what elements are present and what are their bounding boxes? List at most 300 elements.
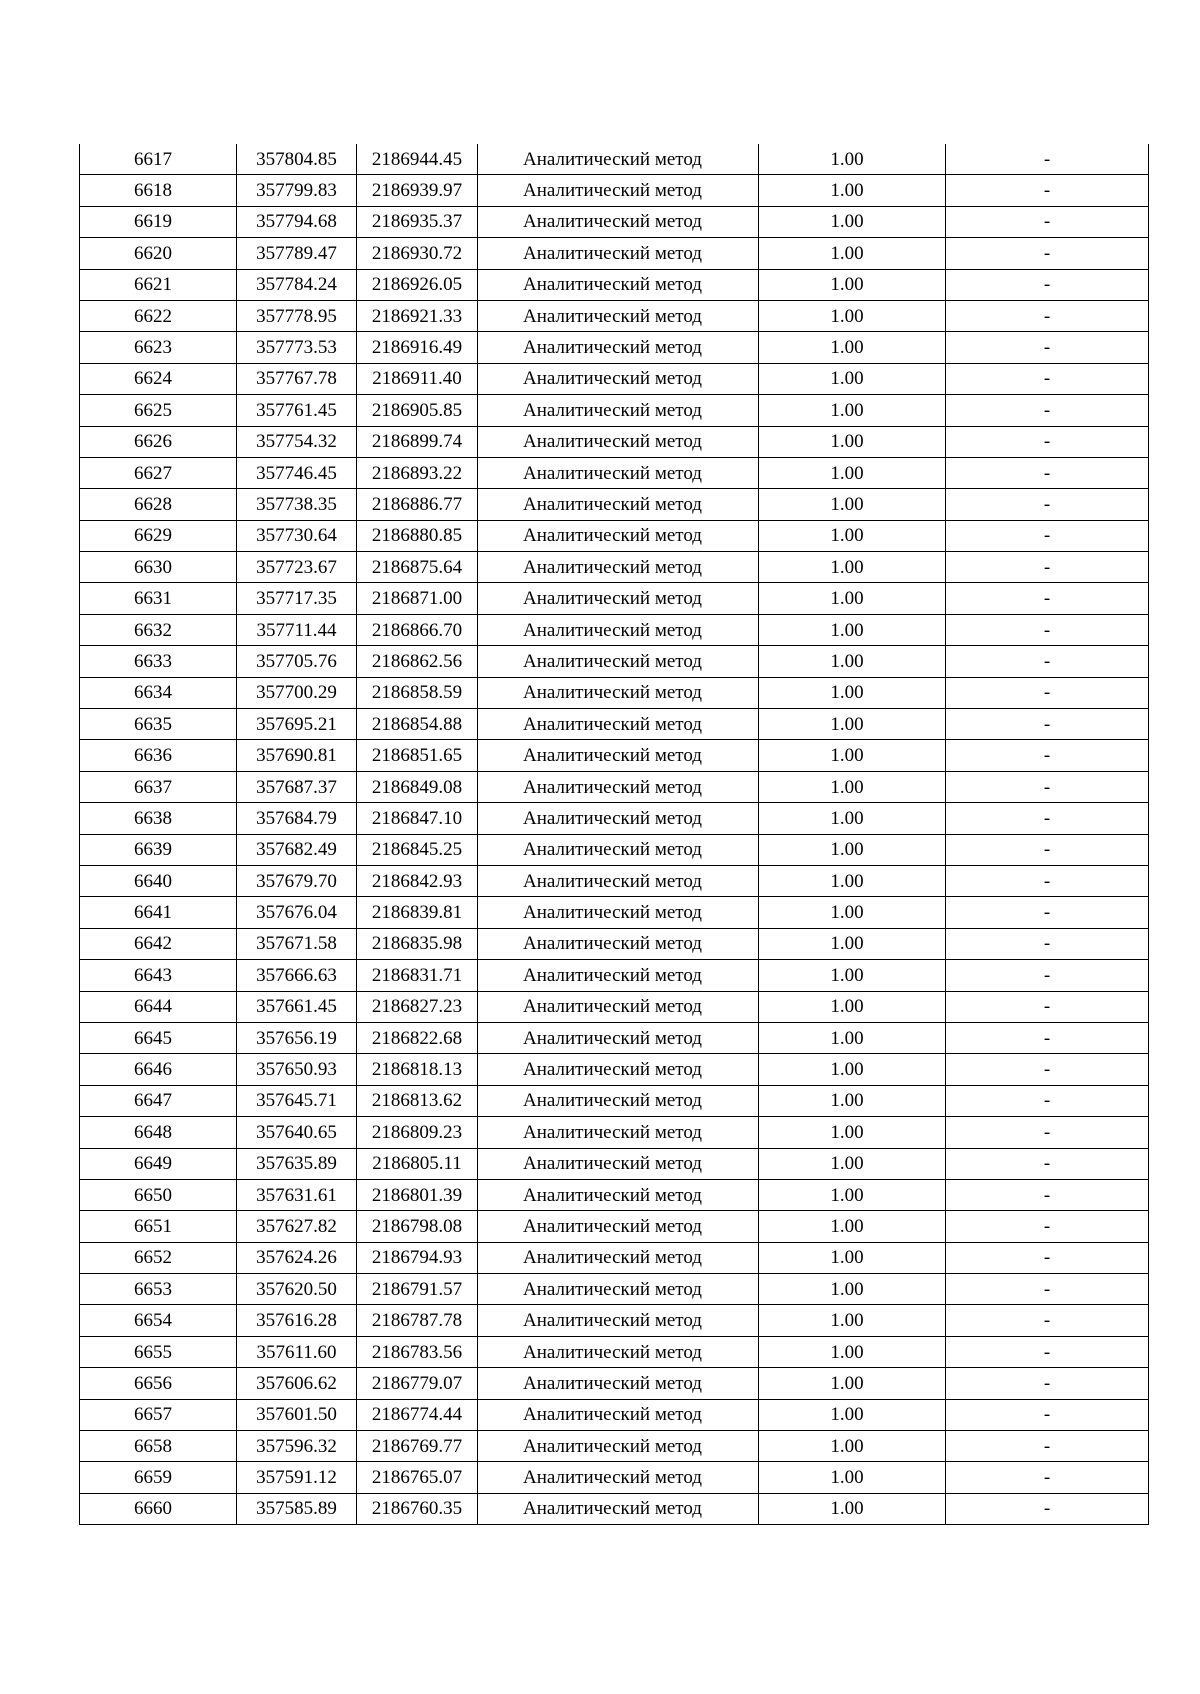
table-row [80,1085,1149,1116]
note-cell: - [946,834,1149,865]
y-coordinate-cell: 2186813.62 [357,1085,478,1116]
table-row [80,677,1149,708]
x-coordinate-cell: 357687.37 [237,771,357,802]
x-coordinate-cell: 357640.65 [237,1117,357,1148]
y-coordinate-cell: 2186862.56 [357,646,478,677]
table-row [80,928,1149,959]
y-coordinate-cell: 2186822.68 [357,1022,478,1053]
note-cell: - [946,1085,1149,1116]
point-number-cell: 6631 [80,583,237,614]
x-coordinate-cell: 357778.95 [237,300,357,331]
note-cell: - [946,614,1149,645]
note-cell: - [946,332,1149,363]
x-coordinate-cell: 357705.76 [237,646,357,677]
x-coordinate-cell: 357650.93 [237,1054,357,1085]
method-cell: Аналитический метод [478,1462,759,1493]
point-number-cell: 6623 [80,332,237,363]
table-row [80,865,1149,896]
accuracy-cell: 1.00 [759,206,946,237]
x-coordinate-cell: 357624.26 [237,1242,357,1273]
x-coordinate-cell: 357784.24 [237,269,357,300]
note-cell: - [946,928,1149,959]
point-number-cell: 6656 [80,1368,237,1399]
x-coordinate-cell: 357711.44 [237,614,357,645]
x-coordinate-cell: 357627.82 [237,1211,357,1242]
method-cell: Аналитический метод [478,1179,759,1210]
table-row [80,834,1149,865]
point-number-cell: 6628 [80,489,237,520]
note-cell: - [946,1179,1149,1210]
table-row [80,1274,1149,1305]
y-coordinate-cell: 2186880.85 [357,520,478,551]
point-number-cell: 6625 [80,395,237,426]
note-cell: - [946,709,1149,740]
method-cell: Аналитический метод [478,269,759,300]
note-cell: - [946,677,1149,708]
note-cell: - [946,646,1149,677]
note-cell: - [946,520,1149,551]
accuracy-cell: 1.00 [759,1336,946,1367]
note-cell: - [946,395,1149,426]
method-cell: Аналитический метод [478,928,759,959]
table-row [80,1148,1149,1179]
note-cell: - [946,1148,1149,1179]
method-cell: Аналитический метод [478,520,759,551]
point-number-cell: 6644 [80,991,237,1022]
point-number-cell: 6636 [80,740,237,771]
method-cell: Аналитический метод [478,395,759,426]
table-row [80,1242,1149,1273]
x-coordinate-cell: 357635.89 [237,1148,357,1179]
x-coordinate-cell: 357606.62 [237,1368,357,1399]
x-coordinate-cell: 357679.70 [237,865,357,896]
note-cell: - [946,1399,1149,1430]
point-number-cell: 6634 [80,677,237,708]
accuracy-cell: 1.00 [759,489,946,520]
accuracy-cell: 1.00 [759,1368,946,1399]
y-coordinate-cell: 2186765.07 [357,1462,478,1493]
accuracy-cell: 1.00 [759,646,946,677]
method-cell: Аналитический метод [478,865,759,896]
y-coordinate-cell: 2186847.10 [357,803,478,834]
method-cell: Аналитический метод [478,489,759,520]
x-coordinate-cell: 357671.58 [237,928,357,959]
point-number-cell: 6619 [80,206,237,237]
point-number-cell: 6655 [80,1336,237,1367]
note-cell: - [946,897,1149,928]
table-row [80,803,1149,834]
point-number-cell: 6620 [80,238,237,269]
point-number-cell: 6652 [80,1242,237,1273]
method-cell: Аналитический метод [478,834,759,865]
x-coordinate-cell: 357773.53 [237,332,357,363]
method-cell: Аналитический метод [478,363,759,394]
accuracy-cell: 1.00 [759,865,946,896]
point-number-cell: 6632 [80,614,237,645]
point-number-cell: 6637 [80,771,237,802]
y-coordinate-cell: 2186930.72 [357,238,478,269]
method-cell: Аналитический метод [478,1242,759,1273]
point-number-cell: 6622 [80,300,237,331]
note-cell: - [946,489,1149,520]
coordinates-table [79,144,1149,1525]
x-coordinate-cell: 357611.60 [237,1336,357,1367]
table-row [80,771,1149,802]
y-coordinate-cell: 2186774.44 [357,1399,478,1430]
method-cell: Аналитический метод [478,1117,759,1148]
method-cell: Аналитический метод [478,1399,759,1430]
method-cell: Аналитический метод [478,771,759,802]
point-number-cell: 6651 [80,1211,237,1242]
y-coordinate-cell: 2186794.93 [357,1242,478,1273]
y-coordinate-cell: 2186827.23 [357,991,478,1022]
method-cell: Аналитический метод [478,1274,759,1305]
table-row [80,1179,1149,1210]
note-cell: - [946,552,1149,583]
table-row [80,363,1149,394]
table-row [80,583,1149,614]
x-coordinate-cell: 357695.21 [237,709,357,740]
accuracy-cell: 1.00 [759,709,946,740]
method-cell: Аналитический метод [478,300,759,331]
y-coordinate-cell: 2186760.35 [357,1493,478,1524]
table-row [80,1022,1149,1053]
x-coordinate-cell: 357730.64 [237,520,357,551]
y-coordinate-cell: 2186831.71 [357,960,478,991]
y-coordinate-cell: 2186921.33 [357,300,478,331]
y-coordinate-cell: 2186842.93 [357,865,478,896]
method-cell: Аналитический метод [478,457,759,488]
table-row [80,1305,1149,1336]
note-cell: - [946,1054,1149,1085]
method-cell: Аналитический метод [478,1305,759,1336]
y-coordinate-cell: 2186899.74 [357,426,478,457]
y-coordinate-cell: 2186791.57 [357,1274,478,1305]
y-coordinate-cell: 2186866.70 [357,614,478,645]
point-number-cell: 6649 [80,1148,237,1179]
x-coordinate-cell: 357700.29 [237,677,357,708]
note-cell: - [946,740,1149,771]
note-cell: - [946,991,1149,1022]
note-cell: - [946,1274,1149,1305]
note-cell: - [946,363,1149,394]
method-cell: Аналитический метод [478,1211,759,1242]
method-cell: Аналитический метод [478,646,759,677]
accuracy-cell: 1.00 [759,1054,946,1085]
table-row [80,709,1149,740]
y-coordinate-cell: 2186854.88 [357,709,478,740]
table-row [80,1368,1149,1399]
point-number-cell: 6618 [80,175,237,206]
note-cell: - [946,771,1149,802]
y-coordinate-cell: 2186944.45 [357,144,478,175]
table-row [80,1211,1149,1242]
method-cell: Аналитический метод [478,1085,759,1116]
note-cell: - [946,1336,1149,1367]
y-coordinate-cell: 2186886.77 [357,489,478,520]
table-row [80,1054,1149,1085]
point-number-cell: 6645 [80,1022,237,1053]
point-number-cell: 6639 [80,834,237,865]
table-row [80,144,1149,175]
point-number-cell: 6624 [80,363,237,394]
x-coordinate-cell: 357723.67 [237,552,357,583]
x-coordinate-cell: 357601.50 [237,1399,357,1430]
point-number-cell: 6621 [80,269,237,300]
note-cell: - [946,1462,1149,1493]
x-coordinate-cell: 357789.47 [237,238,357,269]
method-cell: Аналитический метод [478,332,759,363]
note-cell: - [946,1117,1149,1148]
note-cell: - [946,583,1149,614]
method-cell: Аналитический метод [478,1022,759,1053]
x-coordinate-cell: 357767.78 [237,363,357,394]
y-coordinate-cell: 2186939.97 [357,175,478,206]
table-row [80,960,1149,991]
x-coordinate-cell: 357804.85 [237,144,357,175]
method-cell: Аналитический метод [478,206,759,237]
x-coordinate-cell: 357717.35 [237,583,357,614]
accuracy-cell: 1.00 [759,771,946,802]
y-coordinate-cell: 2186805.11 [357,1148,478,1179]
method-cell: Аналитический метод [478,709,759,740]
accuracy-cell: 1.00 [759,740,946,771]
y-coordinate-cell: 2186798.08 [357,1211,478,1242]
table-body [80,144,1149,1525]
point-number-cell: 6654 [80,1305,237,1336]
accuracy-cell: 1.00 [759,363,946,394]
accuracy-cell: 1.00 [759,1211,946,1242]
y-coordinate-cell: 2186926.05 [357,269,478,300]
table-row [80,1493,1149,1524]
note-cell: - [946,144,1149,175]
accuracy-cell: 1.00 [759,1085,946,1116]
y-coordinate-cell: 2186787.78 [357,1305,478,1336]
x-coordinate-cell: 357682.49 [237,834,357,865]
note-cell: - [946,426,1149,457]
x-coordinate-cell: 357754.32 [237,426,357,457]
method-cell: Аналитический метод [478,238,759,269]
point-number-cell: 6657 [80,1399,237,1430]
method-cell: Аналитический метод [478,1336,759,1367]
note-cell: - [946,1305,1149,1336]
accuracy-cell: 1.00 [759,238,946,269]
note-cell: - [946,1368,1149,1399]
x-coordinate-cell: 357616.28 [237,1305,357,1336]
note-cell: - [946,1211,1149,1242]
accuracy-cell: 1.00 [759,834,946,865]
method-cell: Аналитический метод [478,1493,759,1524]
method-cell: Аналитический метод [478,677,759,708]
method-cell: Аналитический метод [478,960,759,991]
y-coordinate-cell: 2186818.13 [357,1054,478,1085]
method-cell: Аналитический метод [478,1368,759,1399]
accuracy-cell: 1.00 [759,426,946,457]
point-number-cell: 6627 [80,457,237,488]
accuracy-cell: 1.00 [759,960,946,991]
note-cell: - [946,300,1149,331]
point-number-cell: 6660 [80,1493,237,1524]
note-cell: - [946,1493,1149,1524]
x-coordinate-cell: 357656.19 [237,1022,357,1053]
point-number-cell: 6617 [80,144,237,175]
table-row [80,614,1149,645]
y-coordinate-cell: 2186935.37 [357,206,478,237]
point-number-cell: 6643 [80,960,237,991]
table-row [80,175,1149,206]
table-row [80,991,1149,1022]
x-coordinate-cell: 357631.61 [237,1179,357,1210]
note-cell: - [946,1242,1149,1273]
method-cell: Аналитический метод [478,740,759,771]
method-cell: Аналитический метод [478,426,759,457]
y-coordinate-cell: 2186801.39 [357,1179,478,1210]
x-coordinate-cell: 357794.68 [237,206,357,237]
accuracy-cell: 1.00 [759,1022,946,1053]
note-cell: - [946,175,1149,206]
y-coordinate-cell: 2186783.56 [357,1336,478,1367]
y-coordinate-cell: 2186893.22 [357,457,478,488]
y-coordinate-cell: 2186779.07 [357,1368,478,1399]
method-cell: Аналитический метод [478,803,759,834]
note-cell: - [946,803,1149,834]
accuracy-cell: 1.00 [759,1242,946,1273]
table-row [80,238,1149,269]
accuracy-cell: 1.00 [759,1117,946,1148]
table-row [80,1117,1149,1148]
point-number-cell: 6635 [80,709,237,740]
accuracy-cell: 1.00 [759,583,946,614]
method-cell: Аналитический метод [478,552,759,583]
method-cell: Аналитический метод [478,1148,759,1179]
accuracy-cell: 1.00 [759,552,946,583]
point-number-cell: 6630 [80,552,237,583]
point-number-cell: 6647 [80,1085,237,1116]
table-row [80,1336,1149,1367]
point-number-cell: 6626 [80,426,237,457]
accuracy-cell: 1.00 [759,395,946,426]
accuracy-cell: 1.00 [759,175,946,206]
table-row [80,269,1149,300]
accuracy-cell: 1.00 [759,1462,946,1493]
table-row [80,1462,1149,1493]
x-coordinate-cell: 357645.71 [237,1085,357,1116]
y-coordinate-cell: 2186911.40 [357,363,478,394]
accuracy-cell: 1.00 [759,520,946,551]
y-coordinate-cell: 2186916.49 [357,332,478,363]
accuracy-cell: 1.00 [759,1493,946,1524]
y-coordinate-cell: 2186858.59 [357,677,478,708]
accuracy-cell: 1.00 [759,332,946,363]
y-coordinate-cell: 2186809.23 [357,1117,478,1148]
table-row [80,332,1149,363]
y-coordinate-cell: 2186871.00 [357,583,478,614]
y-coordinate-cell: 2186849.08 [357,771,478,802]
accuracy-cell: 1.00 [759,1399,946,1430]
accuracy-cell: 1.00 [759,991,946,1022]
accuracy-cell: 1.00 [759,1148,946,1179]
method-cell: Аналитический метод [478,144,759,175]
y-coordinate-cell: 2186875.64 [357,552,478,583]
point-number-cell: 6633 [80,646,237,677]
x-coordinate-cell: 357761.45 [237,395,357,426]
point-number-cell: 6642 [80,928,237,959]
accuracy-cell: 1.00 [759,677,946,708]
accuracy-cell: 1.00 [759,1179,946,1210]
accuracy-cell: 1.00 [759,803,946,834]
method-cell: Аналитический метод [478,583,759,614]
x-coordinate-cell: 357690.81 [237,740,357,771]
table-row [80,552,1149,583]
x-coordinate-cell: 357746.45 [237,457,357,488]
table-row [80,646,1149,677]
table-row [80,1399,1149,1430]
method-cell: Аналитический метод [478,1431,759,1462]
note-cell: - [946,1022,1149,1053]
note-cell: - [946,865,1149,896]
note-cell: - [946,269,1149,300]
x-coordinate-cell: 357684.79 [237,803,357,834]
note-cell: - [946,206,1149,237]
table-row [80,1431,1149,1462]
table-row [80,520,1149,551]
x-coordinate-cell: 357596.32 [237,1431,357,1462]
accuracy-cell: 1.00 [759,457,946,488]
note-cell: - [946,1431,1149,1462]
method-cell: Аналитический метод [478,175,759,206]
method-cell: Аналитический метод [478,897,759,928]
y-coordinate-cell: 2186851.65 [357,740,478,771]
table-row [80,740,1149,771]
table-row [80,426,1149,457]
point-number-cell: 6648 [80,1117,237,1148]
table-row [80,489,1149,520]
point-number-cell: 6653 [80,1274,237,1305]
accuracy-cell: 1.00 [759,144,946,175]
y-coordinate-cell: 2186905.85 [357,395,478,426]
y-coordinate-cell: 2186835.98 [357,928,478,959]
accuracy-cell: 1.00 [759,1431,946,1462]
method-cell: Аналитический метод [478,614,759,645]
y-coordinate-cell: 2186845.25 [357,834,478,865]
table-row [80,457,1149,488]
point-number-cell: 6638 [80,803,237,834]
method-cell: Аналитический метод [478,991,759,1022]
note-cell: - [946,238,1149,269]
x-coordinate-cell: 357620.50 [237,1274,357,1305]
point-number-cell: 6658 [80,1431,237,1462]
table-row [80,300,1149,331]
y-coordinate-cell: 2186769.77 [357,1431,478,1462]
point-number-cell: 6650 [80,1179,237,1210]
point-number-cell: 6646 [80,1054,237,1085]
y-coordinate-cell: 2186839.81 [357,897,478,928]
note-cell: - [946,960,1149,991]
accuracy-cell: 1.00 [759,269,946,300]
point-number-cell: 6659 [80,1462,237,1493]
x-coordinate-cell: 357666.63 [237,960,357,991]
accuracy-cell: 1.00 [759,1305,946,1336]
x-coordinate-cell: 357676.04 [237,897,357,928]
accuracy-cell: 1.00 [759,897,946,928]
note-cell: - [946,457,1149,488]
accuracy-cell: 1.00 [759,928,946,959]
point-number-cell: 6629 [80,520,237,551]
accuracy-cell: 1.00 [759,300,946,331]
point-number-cell: 6640 [80,865,237,896]
table-row [80,897,1149,928]
accuracy-cell: 1.00 [759,614,946,645]
